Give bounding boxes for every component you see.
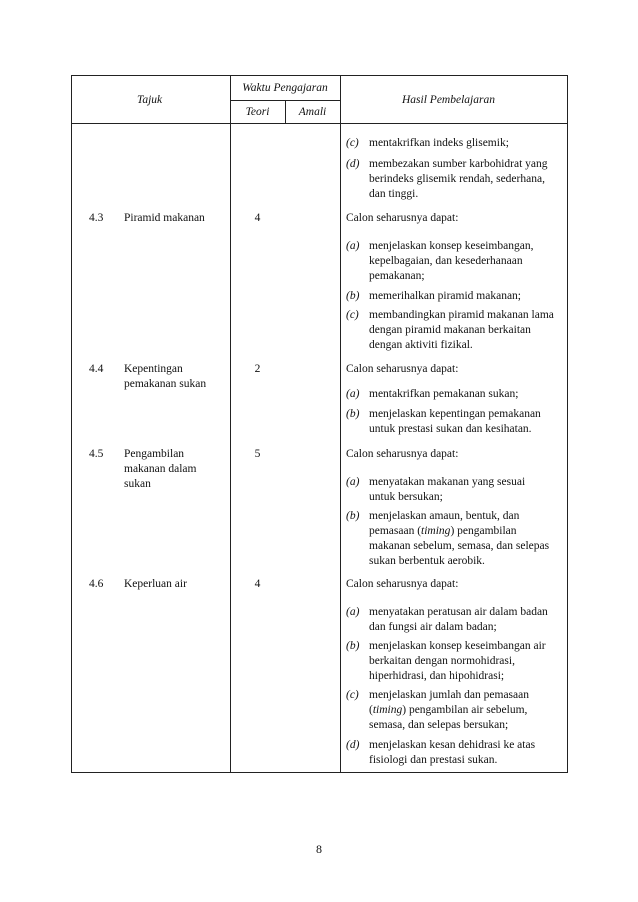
item-line: dan tinggi.	[369, 188, 419, 200]
item-line: pemakanan;	[369, 270, 425, 282]
item-line-timing: pemasaan (timing) pengambilan	[369, 525, 517, 537]
topic-intro: Calon seharusnya dapat:	[346, 578, 459, 590]
item-label: (a)	[346, 476, 360, 488]
item-label: (a)	[346, 388, 360, 400]
item-label: (a)	[346, 240, 360, 252]
item-label: (b)	[346, 510, 360, 522]
topic-number: 4.3	[89, 212, 104, 224]
item-label: (a)	[346, 606, 360, 618]
item-line: memerihalkan piramid makanan;	[369, 290, 521, 302]
item-line-timing: (timing) pengambilan air sebelum,	[369, 704, 528, 716]
topic-teori-hours: 4	[254, 212, 261, 224]
item-line: menjelaskan amaun, bentuk, dan	[369, 510, 520, 522]
item-line: fisiologi dan prestasi sukan.	[369, 754, 498, 766]
item-line: kepelbagaian, dan kesederhanaan	[369, 255, 523, 267]
header-waktu-pengajaran: Waktu Pengajaran	[242, 82, 328, 94]
item-line: mentakrifkan indeks glisemik;	[369, 137, 509, 149]
item-line: berkaitan dengan normohidrasi,	[369, 655, 515, 667]
item-line: hiperhidrasi, dan hipohidrasi;	[369, 670, 505, 682]
topic-intro: Calon seharusnya dapat:	[346, 212, 459, 224]
item-label: (b)	[346, 408, 360, 420]
item-line: menyatakan makanan yang sesuai	[369, 476, 526, 488]
item-line: berindeks glisemik rendah, sederhana,	[369, 173, 545, 185]
topic-title-line: Piramid makanan	[124, 212, 205, 224]
header-bottom-rule	[71, 123, 568, 124]
item-line: menjelaskan konsep keseimbangan air	[369, 640, 546, 652]
topic-title-line: pemakanan sukan	[124, 378, 207, 390]
item-line: menjelaskan kepentingan pemakanan	[369, 408, 541, 420]
item-label: (b)	[346, 640, 360, 652]
topic-number: 4.6	[89, 578, 104, 590]
header-amali: Amali	[298, 106, 327, 118]
item-line: menjelaskan konsep keseimbangan,	[369, 240, 534, 252]
item-line: menyatakan peratusan air dalam badan	[369, 606, 548, 618]
topic-title-line: Kepentingan	[124, 363, 183, 375]
topic-number: 4.4	[89, 363, 104, 375]
item-line: mentakrifkan pemakanan sukan;	[369, 388, 519, 400]
topic-teori-hours: 2	[254, 363, 261, 375]
item-line: membandingkan piramid makanan lama	[369, 309, 554, 321]
topic-intro: Calon seharusnya dapat:	[346, 448, 459, 460]
item-label: (d)	[346, 158, 360, 170]
item-line: semasa, dan selepas bersukan;	[369, 719, 509, 731]
item-line: membezakan sumber karbohidrat yang	[369, 158, 548, 170]
topic-intro: Calon seharusnya dapat:	[346, 363, 459, 375]
item-label: (c)	[346, 137, 359, 149]
topic-title-line: makanan dalam	[124, 463, 197, 475]
page-number: 8	[316, 842, 322, 856]
header-hasil-pembelajaran: Hasil Pembelajaran	[402, 94, 495, 106]
topic-title-line: sukan	[124, 478, 151, 490]
item-line: untuk prestasi sukan dan kesihatan.	[369, 423, 532, 435]
item-label: (d)	[346, 739, 360, 751]
column-divider-amali	[340, 75, 341, 773]
header-subdivider	[230, 100, 340, 101]
topic-teori-hours: 5	[254, 448, 261, 460]
header-teori: Teori	[245, 106, 270, 118]
item-label: (c)	[346, 689, 359, 701]
topic-number: 4.5	[89, 448, 104, 460]
item-label: (c)	[346, 309, 359, 321]
topic-title-line: Keperluan air	[124, 578, 187, 590]
item-line: untuk bersukan;	[369, 491, 443, 503]
column-divider-tajuk	[230, 75, 231, 773]
topic-teori-hours: 4	[254, 578, 261, 590]
item-line: dengan aktiviti fizikal.	[369, 339, 473, 351]
header-tajuk: Tajuk	[137, 94, 163, 106]
topic-title-line: Pengambilan	[124, 448, 185, 460]
item-line: menjelaskan jumlah dan pemasaan	[369, 689, 529, 701]
item-line: dengan piramid makanan berkaitan	[369, 324, 531, 336]
item-label: (b)	[346, 290, 360, 302]
item-line: sukan berbentuk aerobik.	[369, 555, 485, 567]
item-line: makanan sebelum, semasa, dan selepas	[369, 540, 550, 552]
item-line: menjelaskan kesan dehidrasi ke atas	[369, 739, 536, 751]
item-line: dan fungsi air dalam badan;	[369, 621, 497, 633]
